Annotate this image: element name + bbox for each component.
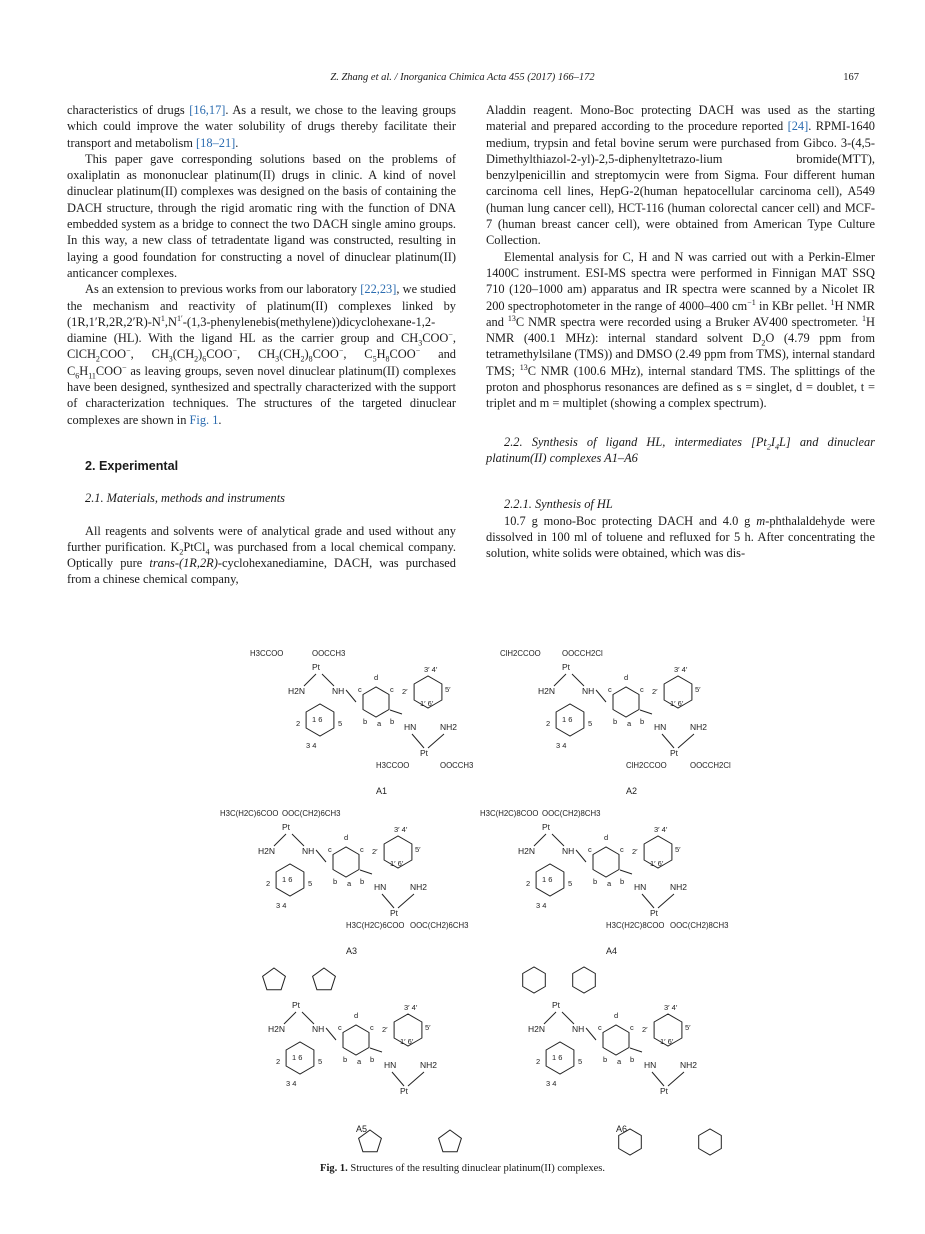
ring-locant: 5 [308, 879, 313, 888]
bond [316, 850, 326, 862]
leaving-group-label: H3C(H2C)6COO [220, 809, 279, 818]
ring-locant: 1′ 6′ [420, 699, 434, 708]
coordination-bond [408, 1072, 424, 1086]
position-label: d [604, 833, 609, 842]
leaving-group-label: OOC(CH2)8CH3 [670, 921, 729, 930]
leaving-group-label: OOCCH2Cl [690, 761, 731, 770]
coordination-bond [392, 1072, 404, 1086]
bond [390, 710, 402, 714]
position-label: a [377, 719, 382, 728]
compound-label: A4 [606, 946, 618, 956]
compound-label: A5 [356, 1124, 368, 1134]
compound-label: A1 [376, 786, 388, 796]
position-label: b [333, 877, 338, 886]
amine-label: NH [312, 1024, 325, 1034]
position-label: b [620, 877, 625, 886]
subsection-heading-materials: 2.1. Materials, methods and instruments [85, 491, 285, 506]
leaving-group-label: OOC(CH2)6CH3 [410, 921, 469, 930]
ring-locant: 5′ [695, 685, 701, 694]
amine-label: NH [572, 1024, 585, 1034]
running-head [0, 72, 925, 86]
position-label: b [640, 717, 645, 726]
position-label: c [338, 1023, 342, 1032]
coordination-bond [544, 1012, 556, 1024]
position-label: c [328, 845, 332, 854]
leaving-group-label: H3C(H2C)6COO [346, 921, 405, 930]
benzene-ring [603, 1025, 629, 1055]
position-label: b [613, 717, 618, 726]
cyclopentane-ring [263, 968, 286, 990]
coordination-bond [292, 834, 304, 846]
bond [586, 1028, 596, 1040]
coordination-bond [322, 674, 334, 686]
ring-locant: 2 [546, 719, 551, 728]
coordination-bond [678, 734, 694, 748]
benzene-ring [363, 687, 389, 717]
position-label: a [627, 719, 632, 728]
caption-label: Fig. 1. [320, 1163, 348, 1174]
pt-atom-label: Pt [542, 822, 551, 832]
figure-link[interactable]: Fig. 1 [189, 412, 219, 427]
ring-locant: 2 [536, 1057, 541, 1066]
position-label: c [358, 685, 362, 694]
citation-link[interactable]: [24] [787, 119, 809, 134]
amine-label: HN [644, 1060, 657, 1070]
pt-atom-label: Pt [390, 908, 399, 918]
leaving-group-label: H3C(H2C)8COO [480, 809, 539, 818]
pt-atom-label: Pt [650, 908, 659, 918]
position-label: d [614, 1011, 619, 1020]
leaving-group-label: H3CCOO [250, 649, 284, 658]
bond [370, 1048, 382, 1052]
ring-locant: 1′ 6′ [390, 859, 404, 868]
cyclopentane-ring [439, 1130, 462, 1152]
position-label: b [390, 717, 395, 726]
coordination-bond [668, 1072, 684, 1086]
ring-locant: 5′ [685, 1023, 691, 1032]
amine-label: HN [654, 722, 667, 732]
ring-locant: 2 [526, 879, 531, 888]
ring-locant: 1′ 6′ [650, 859, 664, 868]
amine-label: NH [562, 846, 575, 856]
ring-locant: 2′ [372, 847, 378, 856]
ring-locant: 3 4 [276, 901, 287, 910]
ring-locant: 5′ [425, 1023, 431, 1032]
position-label: b [370, 1055, 375, 1064]
position-label: d [354, 1011, 359, 1020]
amine-label: H2N [258, 846, 276, 856]
amine-label: NH [332, 686, 345, 696]
ring-locant: 1′ 6′ [400, 1037, 414, 1046]
ring-locant: 3 4 [546, 1079, 557, 1088]
position-label: d [374, 673, 379, 682]
subsection-heading-synthesis: 2.2. Synthesis of ligand HL, intermediates $[Pt_2I_4L]$ and dinuclear platinum(II) complexes A1–A6 [486, 434, 875, 465]
leaving-group-label: OOC(CH2)6CH3 [282, 809, 341, 818]
coordination-bond [572, 674, 584, 686]
position-label: c [640, 685, 644, 694]
benzene-ring [613, 687, 639, 717]
coordination-bond [662, 734, 674, 748]
bond [346, 690, 356, 702]
ring-locant: 5 [568, 879, 573, 888]
position-label: b [343, 1055, 348, 1064]
position-label: c [620, 845, 624, 854]
ring-locant: 5 [588, 719, 593, 728]
ring-locant: 1′ 6′ [660, 1037, 674, 1046]
amine-label: NH2 [440, 722, 458, 732]
position-label: b [603, 1055, 608, 1064]
coordination-bond [552, 834, 564, 846]
amine-label: NH2 [670, 882, 688, 892]
position-label: b [630, 1055, 635, 1064]
leaving-group-label: OOCCH3 [440, 761, 474, 770]
journal-citation: Z. Zhang et al. / Inorganica Chimica Acta 455 (2017) 166–172 [330, 72, 595, 83]
leaving-group-label: OOCCH3 [312, 649, 346, 658]
coordination-bond [428, 734, 444, 748]
ring-locant: 1 6 [312, 715, 323, 724]
ring-locant: 5′ [415, 845, 421, 854]
ring-locant: 2′ [402, 687, 408, 696]
position-label: b [360, 877, 365, 886]
benzene-ring [333, 847, 359, 877]
bond [620, 870, 632, 874]
ring-locant: 5′ [675, 845, 681, 854]
cyclohexane-ring [523, 967, 546, 993]
ring-locant: 5 [338, 719, 343, 728]
leaving-group-label: OOCCH2Cl [562, 649, 603, 658]
ring-locant: 5 [318, 1057, 323, 1066]
left-paragraph-1: characteristics of drugs [16,17]. As a result, we chose to the leaving groups which could improve the water solubility of drugs thereby facilitate their transport and metabolism [18–21]. [67, 103, 456, 150]
bond [360, 870, 372, 874]
ring-locant: 1 6 [552, 1053, 563, 1062]
ring-locant: 2′ [632, 847, 638, 856]
coordination-bond [382, 894, 394, 908]
ring-locant: 3′ 4′ [674, 665, 688, 674]
position-label: a [357, 1057, 362, 1066]
position-label: b [593, 877, 598, 886]
pt-atom-label: Pt [420, 748, 429, 758]
amine-label: HN [374, 882, 387, 892]
pt-atom-label: Pt [562, 662, 571, 672]
coordination-bond [554, 674, 566, 686]
bond [630, 1048, 642, 1052]
position-label: c [608, 685, 612, 694]
coordination-bond [304, 674, 316, 686]
position-label: a [347, 879, 352, 888]
cyclohexane-ring [699, 1129, 722, 1155]
coordination-bond [658, 894, 674, 908]
coordination-bond [302, 1012, 314, 1024]
amine-label: HN [384, 1060, 397, 1070]
right-paragraph-3: 10.7 g mono-Boc protecting DACH and 4.0 g m-phthalaldehyde were dissolved in 100 ml of toluene and refluxed for 5 h. After concentrating the solution, white solids were obtained, which was dis- [486, 513, 875, 561]
coordination-bond [398, 894, 414, 908]
position-label: c [598, 1023, 602, 1032]
left-paragraph-3: As an extension to previous works from our laboratory [22,23], we studied the mechanism and reactivity of platinum(II) complexes linked by $(1R,1'R,2R,2'R)-N^1,N^{1'}-(1,3-phenylenebis(methylene))dicyclohexane-1,2$-diamine (HL). With the ligand HL as the carrier group and $CH_3COO^-$, ClCH$_2$COO−, $CH_3(CH_2)_6COO^-$, $CH_3(CH_2)_8COO^-$, $C_5H_8COO^-$ and $C_6H_{11}COO^-$ as leaving groups, seven novel dinuclear platinum(II) complexes have been designed, synthesized and spectrally characterized with the support of characterization techniques. The structures of the targeted dinuclear complexes are shown in Fig. 1. [67, 282, 456, 427]
ring-locant: 3′ 4′ [424, 665, 438, 674]
leaving-group-label: OOC(CH2)8CH3 [542, 809, 601, 818]
ring-locant: 1 6 [292, 1053, 303, 1062]
compound-label: A3 [346, 946, 358, 956]
benzene-ring [343, 1025, 369, 1055]
page-number: 167 [843, 72, 859, 83]
amine-label: NH2 [690, 722, 708, 732]
pt-atom-label: Pt [312, 662, 321, 672]
position-label: c [588, 845, 592, 854]
bond [576, 850, 586, 862]
ring-locant: 3′ 4′ [664, 1003, 678, 1012]
position-label: c [390, 685, 394, 694]
left-column [67, 102, 456, 588]
position-label: c [370, 1023, 374, 1032]
pt-atom-label: Pt [400, 1086, 409, 1096]
right-paragraph-2: Elemental analysis for C, H and N was carried out with a Perkin-Elmer 1400C instrument. ESI-MS spectra were performed in Finnigan MAT SSQ 710 (120–1000 am) apparatus and IR spectra were scanned by a Nicolet IR 200 spectrophotometer in the range of 4000–400 $cm^{-1}$ in KBr pellet. $^1$H NMR and $^{13}$C NMR spectra were recorded using a Bruker AV400 spectrometer. $^1$H NMR (400.1 MHz): internal standard solvent $D_2O$ (4.79 ppm from tetramethylsilane (TMS)) and DMSO (2.49 ppm from TMS), internal standard TMS; $^{13}$C NMR (100.6 MHz), internal standard TMS. The splittings of the proton and phosphorus resonances are defined as s = singlet, d = doublet, t = triplet and m = multiplet (showing a complex spectrum). [486, 249, 875, 411]
coordination-bond [284, 1012, 296, 1024]
ring-locant: 1′ 6′ [670, 699, 684, 708]
citation-link[interactable]: [22,23] [360, 282, 397, 297]
ring-locant: 3 4 [306, 741, 317, 750]
pt-atom-label: Pt [670, 748, 679, 758]
position-label: d [624, 673, 629, 682]
section-heading-experimental: 2. Experimental [85, 458, 179, 473]
amine-label: H2N [538, 686, 556, 696]
coordination-bond [412, 734, 424, 748]
leaving-group-label: ClH2CCOO [500, 649, 541, 658]
ring-locant: 3 4 [286, 1079, 297, 1088]
coordination-bond [642, 894, 654, 908]
ring-locant: 2 [276, 1057, 281, 1066]
ring-locant: 2′ [652, 687, 658, 696]
right-paragraph-1: Aladdin reagent. Mono-Boc protecting DACH was used as the starting material and prepared according to the procedure reported [24]. RPMI-1640 medium, trypsin and fetal bovine serum were purchased from Gibco. 3-(4,5-Dimethylthiazol-2-yl)-2,5-diphenyltetrazo-lium bromide(MTT), benzylpenicillin and streptomycin were from Sigma. Four different human carcinoma cell lines, HepG-2(human hepatocellular carcinoma cell), A549 (human lung cancer cell), HCT-116 (human colorectal cancer cell) and MCF-7 (human breast cancer cell), were obtained from American Type Culture Collection. [486, 103, 875, 248]
pt-atom-label: Pt [282, 822, 291, 832]
leaving-group-label: H3CCOO [376, 761, 410, 770]
bond [596, 690, 606, 702]
ring-locant: 5′ [445, 685, 451, 694]
ring-locant: 3′ 4′ [404, 1003, 418, 1012]
amine-label: HN [404, 722, 417, 732]
position-label: d [344, 833, 349, 842]
left-paragraph-4: All reagents and solvents were of analytical grade and used without any further purification. $K_2PtCl_4$ was purchased from a local chemical company. Optically pure trans-(1R,2R)-cyclohexanediamine, DACH, was purchased from a chinese chemical company, [67, 523, 456, 587]
pt-atom-label: Pt [552, 1000, 561, 1010]
cyclopentane-ring [313, 968, 336, 990]
position-label: b [363, 717, 368, 726]
leaving-group-label: H3C(H2C)8COO [606, 921, 665, 930]
ring-locant: 2 [296, 719, 301, 728]
figure-1 [200, 632, 760, 1162]
coordination-bond [274, 834, 286, 846]
ring-locant: 5 [578, 1057, 583, 1066]
amine-label: NH [302, 846, 315, 856]
citation-link[interactable]: [18–21] [196, 135, 236, 150]
subsubsection-heading-hl: 2.2.1. Synthesis of HL [504, 497, 613, 512]
structures-diagram [200, 632, 760, 1162]
ring-locant: 3 4 [556, 741, 567, 750]
pt-atom-label: Pt [292, 1000, 301, 1010]
compound-label: A6 [616, 1124, 628, 1134]
position-label: c [360, 845, 364, 854]
coordination-bond [652, 1072, 664, 1086]
citation-link[interactable]: [16,17] [189, 103, 226, 117]
amine-label: H2N [518, 846, 536, 856]
position-label: a [607, 879, 612, 888]
ring-locant: 3′ 4′ [654, 825, 668, 834]
ring-locant: 2 [266, 879, 271, 888]
ring-locant: 3 4 [536, 901, 547, 910]
right-column [486, 102, 875, 561]
bond [640, 710, 652, 714]
cyclohexane-ring [573, 967, 596, 993]
amine-label: NH2 [410, 882, 428, 892]
position-label: a [617, 1057, 622, 1066]
amine-label: NH2 [680, 1060, 698, 1070]
amine-label: NH2 [420, 1060, 438, 1070]
ring-locant: 2′ [382, 1025, 388, 1034]
coordination-bond [534, 834, 546, 846]
ring-locant: 1 6 [282, 875, 293, 884]
amine-label: HN [634, 882, 647, 892]
compound-label: A2 [626, 786, 638, 796]
leaving-group-label: ClH2CCOO [626, 761, 667, 770]
pt-atom-label: Pt [660, 1086, 669, 1096]
bond [326, 1028, 336, 1040]
ring-locant: 1 6 [542, 875, 553, 884]
benzene-ring [593, 847, 619, 877]
amine-label: NH [582, 686, 595, 696]
amine-label: H2N [528, 1024, 546, 1034]
figure-caption [0, 1163, 925, 1174]
ring-locant: 3′ 4′ [394, 825, 408, 834]
position-label: c [630, 1023, 634, 1032]
ring-locant: 1 6 [562, 715, 573, 724]
ring-locant: 2′ [642, 1025, 648, 1034]
coordination-bond [562, 1012, 574, 1024]
amine-label: H2N [268, 1024, 286, 1034]
amine-label: H2N [288, 686, 306, 696]
left-paragraph-2: This paper gave corresponding solutions based on the problems of oxaliplatin as mononuclear platinum(II) drugs in clinic. A kind of novel dinuclear platinum(II) complexes was designed on the basis of containing the DACH structure, through the rigid aromatic ring with the function of DNA embedded system as a bridge to connect the two DACH single amino groups. In this way, a new class of tetradentate ligand was constructed, resulting in laying a good foundation for constructing a novel of dinuclear platinum(II) anticancer complexes. [67, 151, 456, 280]
caption-text: Structures of the resulting dinuclear platinum(II) complexes. [350, 1163, 605, 1174]
